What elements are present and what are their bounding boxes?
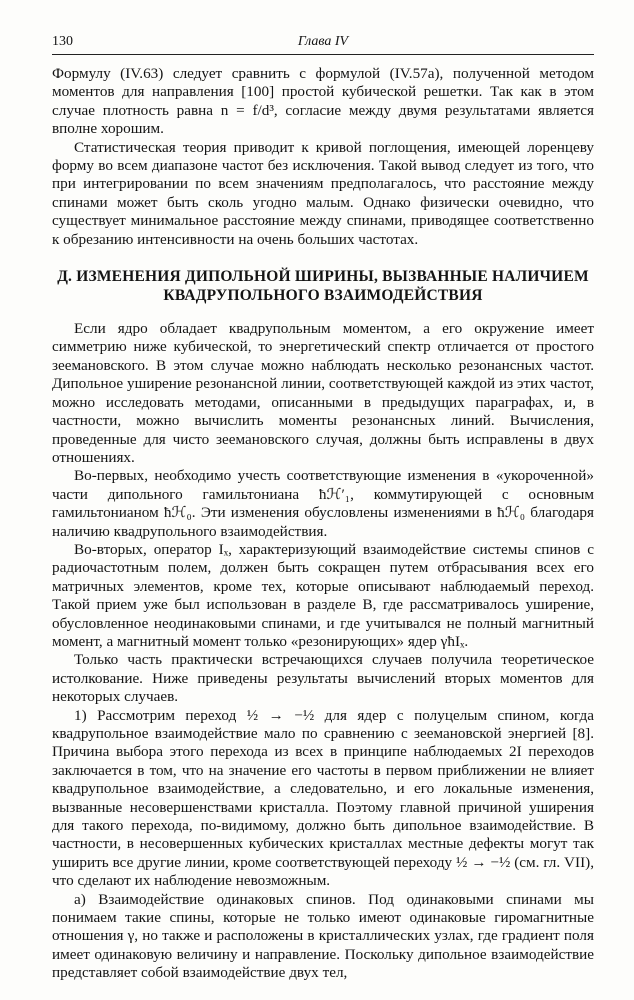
paragraph-8: а) Взаимодействие одинаковых спинов. Под одинаковыми спинами мы понимаем такие спины, которые не только имеют одинаковые гиромагнитные отношения γ, но также и расположены в кристаллических узлах, где градиент поля имеет одинаковую величину и направление. Поскольку дипольное взаимодействие представляет собой взаимодействие двух тел, (52, 890, 594, 982)
paragraph-3: Если ядро обладает квадрупольным моментом, а его окружение имеет симметрию ниже кубической, то энергетический спектр отличается от простого зеемановского. В этом случае можно наблюдать несколько резонансных частот. Дипольное уширение резонансной линии, соответствующей каждой из этих частот, можно исследовать методами, описанными в предыдущих параграфах, и, в частности, можно вычислить моменты резонансных линий. Вычисления, проведенные для чисто зеемановского случая, должны быть исправлены в двух отношениях. (52, 320, 594, 466)
paragraph-7: 1) Рассмотрим переход ½ → −½ для ядер с полуцелым спином, когда квадрупольное взаимодействие мало по сравнению с зеемановской энергией [8]. Причина выбора этого перехода из всех в принципе наблюдаемых 2I переходов заключается в том, что на значение его частоты в первом приближении не влияет квадрупольное взаимодействие, а следовательно, и его локальные изменения, вызванные несовершенствами кристалла. Поэтому главной причиной уширения для такого перехода, по-видимому, должно быть дипольное взаимодействие. В частности, в несовершенных кубических кристаллах местные дефекты могут так уширить все другие линии, кроме соответствующей переходу ½ → −½ (см. гл. VII), что сделают их наблюдение невозможным. (52, 706, 594, 890)
paragraph-2: Статистическая теория приводит к кривой поглощения, имеющей лоренцеву форму во всем диапазоне частот без исключения. Такой вывод следует из того, что при интегрировании по всем значениям предполагалось, что расстояние между спинами может быть сколь угодно малым. Однако физически очевидно, что существует минимальное расстояние между спинами, приводящее соответственно к обрезанию интенсивности на очень больших частотах. (52, 138, 594, 248)
section-heading-line-1: Д. ИЗМЕНЕНИЯ ДИПОЛЬНОЙ ШИРИНЫ, ВЫЗВАННЫЕ НАЛИЧИЕМ (57, 268, 589, 286)
page-header (52, 34, 594, 55)
paragraph-5: Во-вторых, оператор Iₓ, характеризующий взаимодействие системы спинов с радиочастотным полем, должен быть сокращен путем отбрасывания всех его матричных элементов, кроме тех, которые описывают наблюдаемый переход. Такой прием уже был использован в разделе В, где рассматривалось уширение, обусловленное неодинаковыми спинами, и где учитывался не полный магнитный момент, а магнитный момент только «резонирующих» ядер γħIₓ. (52, 540, 594, 650)
section-heading (52, 267, 594, 305)
page-number: 130 (52, 34, 73, 49)
paragraph-1: Формулу (IV.63) следует сравнить с формулой (IV.57а), полученной методом моментов для направления [100] простой кубической решетки. Так как в этом случае плотность равна n = f/d³, согласие между двумя результатами является вполне хорошим. (52, 65, 594, 138)
paragraph-6: Только часть практически встречающихся случаев получила теоретическое истолкование. Ниже приведены результаты вычислений вторых моментов для некоторых случаев. (52, 651, 594, 706)
paragraph-4: Во-первых, необходимо учесть соответствующие изменения в «укороченной» части дипольного гамильтониана ħℋ′₁, коммутирующей с основным гамильтонианом ħℋ₀. Эти изменения обусловлены изменениями в ħℋ₀ благодаря наличию квадрупольного взаимодействия. (52, 467, 594, 540)
section-heading-line-2: КВАДРУПОЛЬНОГО ВЗАИМОДЕЙСТВИЯ (163, 287, 483, 305)
running-head: Глава IV (297, 34, 349, 49)
